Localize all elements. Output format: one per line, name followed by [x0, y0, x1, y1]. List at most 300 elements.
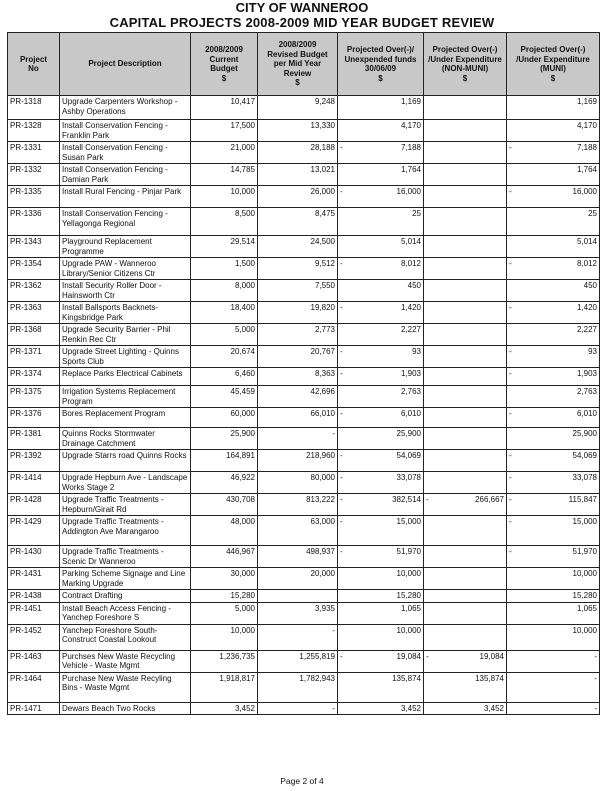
negative-sign: -	[426, 495, 429, 504]
table-row	[8, 408, 600, 428]
cell-value: PR-1368	[10, 325, 42, 334]
project-description-cell	[60, 546, 191, 568]
unexpended-funds-cell	[338, 186, 424, 208]
project-description-cell	[60, 650, 191, 672]
cell-value: 48,000	[230, 517, 255, 526]
table-row	[8, 236, 600, 258]
negative-sign: -	[340, 409, 343, 418]
unexpended-funds-cell	[338, 408, 424, 428]
cell-value: 813,222	[306, 495, 335, 504]
muni-cell	[507, 368, 600, 386]
negative-sign: -	[509, 347, 512, 356]
project-no-cell	[8, 494, 60, 516]
table-row	[8, 590, 600, 603]
negative-sign: -	[340, 143, 343, 152]
cell-value: -	[594, 673, 597, 683]
cell-value: Upgrade Starrs road Quinns Rocks	[62, 451, 187, 460]
header-unexpended-funds	[338, 33, 424, 96]
cell-value: Upgrade Traffic Treatments - Scenic Dr Wanneroo	[62, 547, 164, 566]
cell-value: Install Conservation Fencing - Franklin Park	[62, 121, 168, 140]
unexpended-funds-cell	[338, 472, 424, 494]
muni-cell	[507, 408, 600, 428]
muni-cell	[507, 236, 600, 258]
cell-value: 42,696	[310, 387, 335, 396]
project-no-cell	[8, 236, 60, 258]
current-budget-cell	[191, 164, 258, 186]
current-budget-cell	[191, 208, 258, 236]
cell-value: 93	[412, 347, 421, 356]
cell-value: 18,400	[230, 303, 255, 312]
revised-budget-cell	[258, 590, 338, 603]
current-budget-cell	[191, 516, 258, 546]
negative-sign: -	[340, 347, 343, 356]
cell-value: Upgrade PAW - Wanneroo Library/Senior Citizens Ctr	[62, 259, 156, 278]
non-muni-cell	[424, 142, 507, 164]
header-line: 30/06/09	[364, 64, 397, 73]
cell-value: Install Ballsports Backnets-Kingsbridge Park	[62, 303, 159, 322]
revised-budget-cell	[258, 428, 338, 450]
cell-value: PR-1438	[10, 591, 42, 600]
current-budget-cell	[191, 624, 258, 650]
project-description-cell	[60, 164, 191, 186]
cell-value: 2,763	[576, 387, 597, 396]
cell-value: 2,763	[400, 387, 421, 396]
project-no-cell	[8, 590, 60, 603]
cell-value: 15,280	[396, 591, 421, 600]
project-description-cell	[60, 208, 191, 236]
project-no-cell	[8, 386, 60, 408]
table-row	[8, 494, 600, 516]
header-line: Revised Budget	[267, 49, 328, 59]
negative-sign: -	[509, 495, 512, 504]
negative-sign: -	[340, 451, 343, 460]
cell-value: 20,767	[310, 347, 335, 356]
cell-value: PR-1335	[10, 187, 42, 196]
cell-value: 10,000	[396, 569, 421, 578]
header-current-budget	[191, 33, 258, 96]
muni-cell	[507, 494, 600, 516]
negative-sign: -	[340, 259, 343, 268]
non-muni-cell	[424, 602, 507, 624]
project-no-cell	[8, 164, 60, 186]
cell-value: 430,708	[226, 495, 255, 504]
revised-budget-cell	[258, 186, 338, 208]
project-description-cell	[60, 602, 191, 624]
cell-value: 1,169	[576, 97, 597, 106]
non-muni-cell	[424, 494, 507, 516]
cell-value: 17,500	[230, 121, 255, 130]
cell-value: Upgrade Hepburn Ave - Landscape Works Stage 2	[62, 473, 188, 492]
cell-value: 1,903	[400, 369, 421, 378]
cell-value: Parking Scheme Signage and Line Marking Upgrade	[62, 569, 186, 588]
non-muni-cell	[424, 450, 507, 472]
revised-budget-cell	[258, 164, 338, 186]
revised-budget-cell	[258, 702, 338, 715]
table-row	[8, 280, 600, 302]
table-row	[8, 142, 600, 164]
cell-value: 5,014	[576, 237, 597, 246]
cell-value: 266,667	[475, 495, 504, 504]
unexpended-funds-cell	[338, 324, 424, 346]
header-line: $	[462, 73, 468, 83]
project-no-cell	[8, 96, 60, 120]
cell-value: PR-1328	[10, 121, 42, 130]
cell-value: 19,084	[479, 651, 504, 661]
cell-value: Install Conservation Fencing - Yellagonga Regional	[62, 209, 168, 228]
cell-value: 6,460	[234, 369, 255, 378]
non-muni-cell	[424, 546, 507, 568]
project-no-cell	[8, 624, 60, 650]
project-description-cell	[60, 302, 191, 324]
header-revised-budget	[258, 33, 338, 96]
muni-cell	[507, 164, 600, 186]
table-row	[8, 186, 600, 208]
non-muni-cell	[424, 280, 507, 302]
project-no-cell	[8, 428, 60, 450]
current-budget-cell	[191, 650, 258, 672]
project-description-cell	[60, 346, 191, 368]
muni-cell	[507, 546, 600, 568]
project-description-cell	[60, 624, 191, 650]
revised-budget-cell	[258, 602, 338, 624]
project-description-cell	[60, 236, 191, 258]
revised-budget-cell	[258, 450, 338, 472]
unexpended-funds-cell	[338, 386, 424, 408]
project-no-cell	[8, 258, 60, 280]
table-row	[8, 346, 600, 368]
muni-cell	[507, 568, 600, 590]
unexpended-funds-cell	[338, 236, 424, 258]
muni-cell	[507, 208, 600, 236]
project-description-cell	[60, 568, 191, 590]
negative-sign: -	[509, 409, 512, 418]
negative-sign: -	[509, 369, 512, 378]
cell-value: 1,764	[576, 165, 597, 174]
cell-value: 135,874	[392, 673, 421, 683]
cell-value: 1,918,817	[219, 673, 255, 683]
header-line: No	[28, 64, 39, 73]
cell-value: PR-1392	[10, 451, 42, 460]
cell-value: 51,970	[396, 547, 421, 556]
organization-name: CITY OF WANNEROO	[235, 0, 369, 15]
cell-value: 498,937	[306, 547, 335, 556]
non-muni-cell	[424, 120, 507, 142]
cell-value: 218,960	[306, 451, 335, 460]
revised-budget-cell	[258, 258, 338, 280]
project-description-cell	[60, 472, 191, 494]
project-description-cell	[60, 408, 191, 428]
project-description-cell	[60, 450, 191, 472]
cell-value: 66,010	[310, 409, 335, 418]
negative-sign: -	[509, 259, 512, 268]
cell-value: 115,847	[568, 495, 597, 504]
unexpended-funds-cell	[338, 142, 424, 164]
non-muni-cell	[424, 386, 507, 408]
budget-table	[7, 32, 600, 715]
revised-budget-cell	[258, 302, 338, 324]
non-muni-cell	[424, 568, 507, 590]
revised-budget-cell	[258, 386, 338, 408]
cell-value: PR-1428	[10, 495, 42, 504]
table-row	[8, 602, 600, 624]
current-budget-cell	[191, 472, 258, 494]
cell-value: 9,248	[314, 97, 335, 106]
negative-sign: -	[509, 187, 512, 196]
unexpended-funds-cell	[338, 450, 424, 472]
non-muni-cell	[424, 96, 507, 120]
cell-value: 4,170	[576, 121, 597, 130]
cell-value: 1,764	[400, 165, 421, 174]
cell-value: 4,170	[400, 121, 421, 130]
non-muni-cell	[424, 428, 507, 450]
current-budget-cell	[191, 568, 258, 590]
header-line: $	[295, 78, 300, 88]
cell-value: 33,078	[572, 473, 597, 482]
cell-value: 28,188	[310, 143, 335, 152]
header-line: $	[550, 73, 556, 83]
non-muni-cell	[424, 702, 507, 715]
non-muni-cell	[424, 516, 507, 546]
negative-sign: -	[340, 187, 343, 196]
non-muni-cell	[424, 324, 507, 346]
muni-cell	[507, 672, 600, 702]
table-row	[8, 386, 600, 408]
cell-value: -	[594, 703, 597, 713]
cell-value: 13,330	[310, 121, 335, 130]
cell-value: 51,970	[572, 547, 597, 556]
project-description-cell	[60, 368, 191, 386]
cell-value: 1,236,735	[219, 651, 255, 661]
project-description-cell	[60, 324, 191, 346]
project-no-cell	[8, 702, 60, 715]
cell-value: PR-1354	[10, 259, 42, 268]
cell-value: PR-1381	[10, 429, 42, 438]
header-line: (MUNI)	[540, 64, 566, 73]
cell-value: 25,900	[572, 429, 597, 438]
cell-value: 5,000	[234, 603, 255, 613]
current-budget-cell	[191, 186, 258, 208]
unexpended-funds-cell	[338, 120, 424, 142]
report-title: CAPITAL PROJECTS 2008-2009 MID YEAR BUDGET REVIEW	[109, 15, 495, 30]
header-line: Projected Over(-)	[520, 45, 586, 54]
table-row	[8, 702, 600, 715]
cell-value: PR-1463	[10, 651, 42, 661]
current-budget-cell	[191, 450, 258, 472]
table-row	[8, 208, 600, 236]
muni-cell	[507, 186, 600, 208]
cell-value: 1,420	[400, 303, 421, 312]
project-description-cell	[60, 386, 191, 408]
non-muni-cell	[424, 164, 507, 186]
cell-value: Bores Replacement Program	[62, 409, 166, 418]
current-budget-cell	[191, 302, 258, 324]
cell-value: PR-1343	[10, 237, 42, 246]
unexpended-funds-cell	[338, 302, 424, 324]
cell-value: 3,452	[400, 703, 421, 713]
muni-cell	[507, 702, 600, 715]
project-no-cell	[8, 408, 60, 428]
table-row	[8, 546, 600, 568]
unexpended-funds-cell	[338, 164, 424, 186]
cell-value: -	[332, 625, 335, 635]
negative-sign: -	[509, 303, 512, 312]
project-no-cell	[8, 650, 60, 672]
cell-value: 80,000	[310, 473, 335, 482]
cell-value: PR-1431	[10, 569, 42, 578]
cell-value: Quinns Rocks Stormwater Drainage Catchment	[62, 429, 155, 448]
header-line: Project	[19, 54, 48, 64]
muni-cell	[507, 324, 600, 346]
revised-budget-cell	[258, 516, 338, 546]
negative-sign: -	[340, 303, 343, 312]
cell-value: 3,452	[234, 703, 255, 713]
cell-value: -	[332, 429, 335, 438]
negative-sign: -	[509, 473, 512, 482]
revised-budget-cell	[258, 236, 338, 258]
unexpended-funds-cell	[338, 590, 424, 603]
header-line: 2008/2009 Current	[205, 45, 243, 64]
muni-cell	[507, 302, 600, 324]
cell-value: 19,820	[310, 303, 335, 312]
non-muni-cell	[424, 624, 507, 650]
header-line: $	[221, 73, 227, 83]
current-budget-cell	[191, 120, 258, 142]
cell-value: 1,169	[400, 97, 421, 106]
cell-value: 19,084	[396, 651, 421, 661]
unexpended-funds-cell	[338, 428, 424, 450]
cell-value: PR-1451	[10, 603, 42, 613]
cell-value: 5,000	[234, 325, 255, 334]
non-muni-cell	[424, 472, 507, 494]
non-muni-cell	[424, 302, 507, 324]
cell-value: 450	[407, 281, 421, 290]
cell-value: 54,069	[396, 451, 421, 460]
negative-sign: -	[509, 547, 512, 556]
table-row	[8, 568, 600, 590]
current-budget-cell	[191, 236, 258, 258]
revised-budget-cell	[258, 472, 338, 494]
unexpended-funds-cell	[338, 624, 424, 650]
project-description-cell	[60, 516, 191, 546]
cell-value: PR-1375	[10, 387, 42, 396]
current-budget-cell	[191, 428, 258, 450]
cell-value: PR-1336	[10, 209, 42, 218]
unexpended-funds-cell	[338, 602, 424, 624]
cell-value: Upgrade Traffic Treatments - Hepburn/Girait Rd	[62, 495, 164, 514]
cell-value: 450	[583, 281, 597, 290]
muni-cell	[507, 624, 600, 650]
unexpended-funds-cell	[338, 346, 424, 368]
cell-value: 13,021	[310, 165, 335, 174]
cell-value: PR-1362	[10, 281, 42, 290]
project-no-cell	[8, 672, 60, 702]
project-no-cell	[8, 120, 60, 142]
cell-value: Upgrade Security Barrier - Phil Renkin Rec Ctr	[62, 325, 171, 344]
cell-value: 16,000	[572, 187, 597, 196]
cell-value: 1,782,943	[299, 673, 335, 683]
cell-value: Purchses New Waste Recycling Vehicle - Waste Mgmt	[62, 651, 176, 670]
revised-budget-cell	[258, 568, 338, 590]
unexpended-funds-cell	[338, 258, 424, 280]
cell-value: Install Beach Access Fencing - Yanchep Foreshore S	[62, 603, 171, 622]
cell-value: 15,280	[230, 591, 255, 600]
revised-budget-cell	[258, 96, 338, 120]
table-row	[8, 650, 600, 672]
negative-sign: -	[340, 473, 343, 482]
cell-value: PR-1331	[10, 143, 42, 152]
header-line: Unexpended funds	[344, 54, 417, 64]
project-no-cell	[8, 546, 60, 568]
current-budget-cell	[191, 96, 258, 120]
negative-sign: -	[340, 517, 343, 526]
page-footer: Page 2 of 4	[280, 776, 324, 786]
non-muni-cell	[424, 346, 507, 368]
project-no-cell	[8, 472, 60, 494]
table-row	[8, 516, 600, 546]
table-row	[8, 258, 600, 280]
project-no-cell	[8, 516, 60, 546]
revised-budget-cell	[258, 624, 338, 650]
cell-value: 8,475	[314, 209, 335, 218]
table-body	[8, 96, 600, 715]
revised-budget-cell	[258, 672, 338, 702]
cell-value: 33,078	[396, 473, 421, 482]
cell-value: PR-1429	[10, 517, 42, 526]
cell-value: 10,000	[230, 625, 255, 635]
cell-value: 3,935	[314, 603, 335, 613]
header-line: Project Description	[88, 59, 162, 69]
unexpended-funds-cell	[338, 368, 424, 386]
cell-value: 8,000	[234, 281, 255, 290]
table-row	[8, 96, 600, 120]
project-description-cell	[60, 702, 191, 715]
unexpended-funds-cell	[338, 568, 424, 590]
cell-value: 20,674	[230, 347, 255, 356]
project-description-cell	[60, 494, 191, 516]
non-muni-cell	[424, 208, 507, 236]
table-row	[8, 428, 600, 450]
muni-cell	[507, 590, 600, 603]
cell-value: 1,500	[234, 259, 255, 268]
current-budget-cell	[191, 368, 258, 386]
project-no-cell	[8, 450, 60, 472]
cell-value: 60,000	[230, 409, 255, 418]
cell-value: 7,188	[576, 143, 597, 152]
current-budget-cell	[191, 386, 258, 408]
cell-value: 10,000	[396, 625, 421, 635]
cell-value: 7,550	[314, 281, 335, 290]
muni-cell	[507, 650, 600, 672]
current-budget-cell	[191, 258, 258, 280]
unexpended-funds-cell	[338, 546, 424, 568]
cell-value: Contract Drafting	[62, 591, 123, 600]
revised-budget-cell	[258, 546, 338, 568]
cell-value: Replace Parks Electrical Cabinets	[62, 369, 183, 378]
cell-value: -	[594, 651, 597, 661]
cell-value: 10,417	[230, 97, 255, 106]
muni-cell	[507, 120, 600, 142]
cell-value: 1,255,819	[299, 651, 335, 661]
cell-value: PR-1430	[10, 547, 42, 556]
revised-budget-cell	[258, 280, 338, 302]
table-row	[8, 324, 600, 346]
table-row	[8, 624, 600, 650]
cell-value: 10,000	[572, 569, 597, 578]
cell-value: 1,903	[576, 369, 597, 378]
cell-value: 30,000	[230, 569, 255, 578]
table-header-row	[8, 33, 600, 96]
non-muni-cell	[424, 368, 507, 386]
